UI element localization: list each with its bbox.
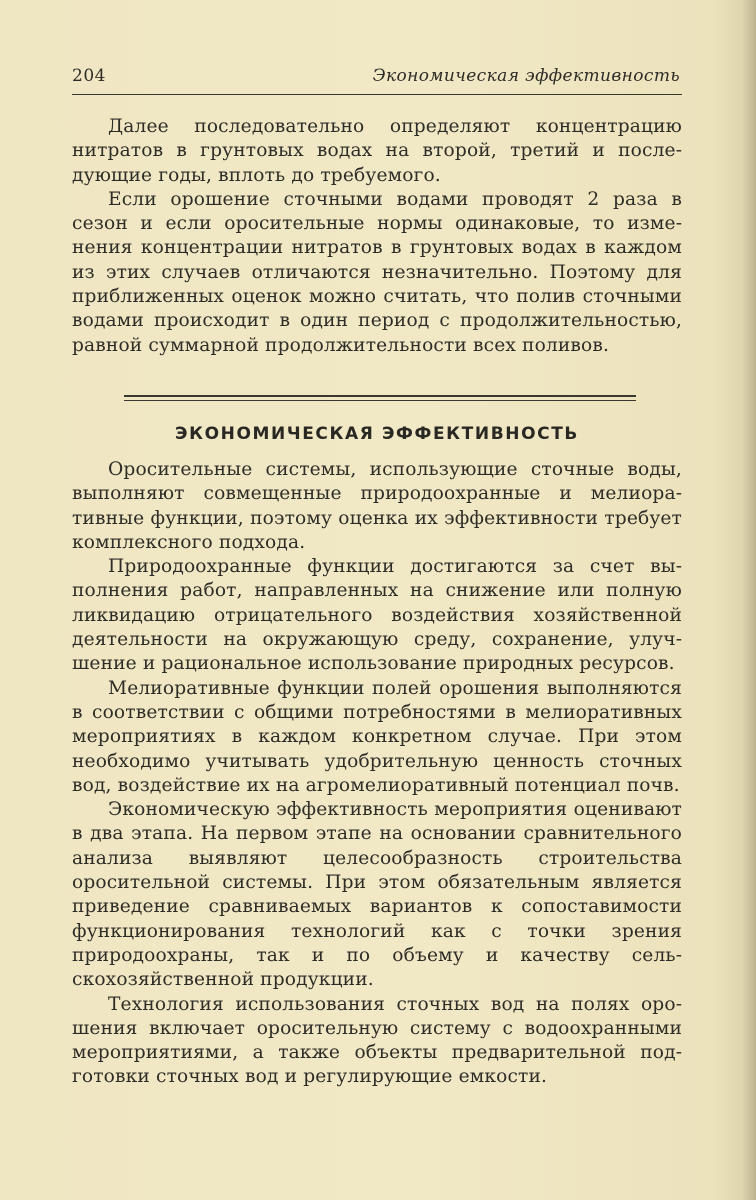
divider-rule-thick [124, 395, 636, 397]
paragraph: Технология использования сточных вод на полях орошения включает оросительную систему с водоохранными мероприятиями, а также объекты предварительной подготовки сточных вод и регулирующие емкости. [72, 993, 682, 1088]
page-edge-shadow [742, 0, 756, 1200]
paragraph: Если орошение сточными водами проводят 2 раза в сезон и если оросительные нормы одинаковые, то изменения концентрации нитратов в грунтовых водах в каждом из этих случаев отличаются незначительно. Поэтому для приближенных оценок можно считать, что полив сточными водами происходит в один период с продолжительностью, равной суммарной продолжительности всех поливов. [72, 188, 682, 356]
section-divider [124, 395, 636, 403]
paragraph: Далее последовательно определяют концентрацию нитратов в грунтовых водах на второй, третий и последующие годы, вплоть до требуемого. [72, 116, 682, 186]
paragraph: Оросительные системы, использующие сточные воды, выполняют совмещенные природоохранные и мелиоративные функции, поэтому оценка их эффективности требует комплексного подхода. [72, 459, 682, 553]
divider-rule-thin [124, 400, 636, 401]
running-header [72, 64, 682, 90]
section-text [72, 458, 682, 1090]
running-title: Экономическая эффективность [372, 66, 680, 86]
intro-text [72, 115, 682, 358]
paragraph: Экономическую эффективность мероприятия оценивают в два этапа. На первом этапе на основании сравнительного анализа выявляют целесообразность строительства оросительной системы. При этом обязательным является приведение сравниваемых вариантов к сопоставимости функционирования технологий как с точки зрения природоохраны, так и по объему и качеству сельскохозяйственной продукции. [72, 799, 682, 991]
header-rule [72, 94, 682, 95]
paragraph: Природоохранные функции достигаются за счет выполнения работ, направленных на снижение или полную ликвидацию отрицательного воздействия хозяйственной деятельности на окружающую среду, сохранение, улучшение и рациональное использование природных ресурсов. [72, 556, 682, 675]
paragraph: Мелиоративные функции полей орошения выполняются в соответствии с общими потребностями в мелиоративных мероприятиях в каждом конкретном случае. При этом необходимо учитывать удобрительную ценность сточных вод, воздействие их на агромелиоративный потенциал почв. [72, 677, 682, 796]
section-heading: ЭКОНОМИЧЕСКАЯ ЭФФЕКТИВНОСТЬ [175, 424, 579, 444]
page-number: 204 [72, 66, 106, 86]
